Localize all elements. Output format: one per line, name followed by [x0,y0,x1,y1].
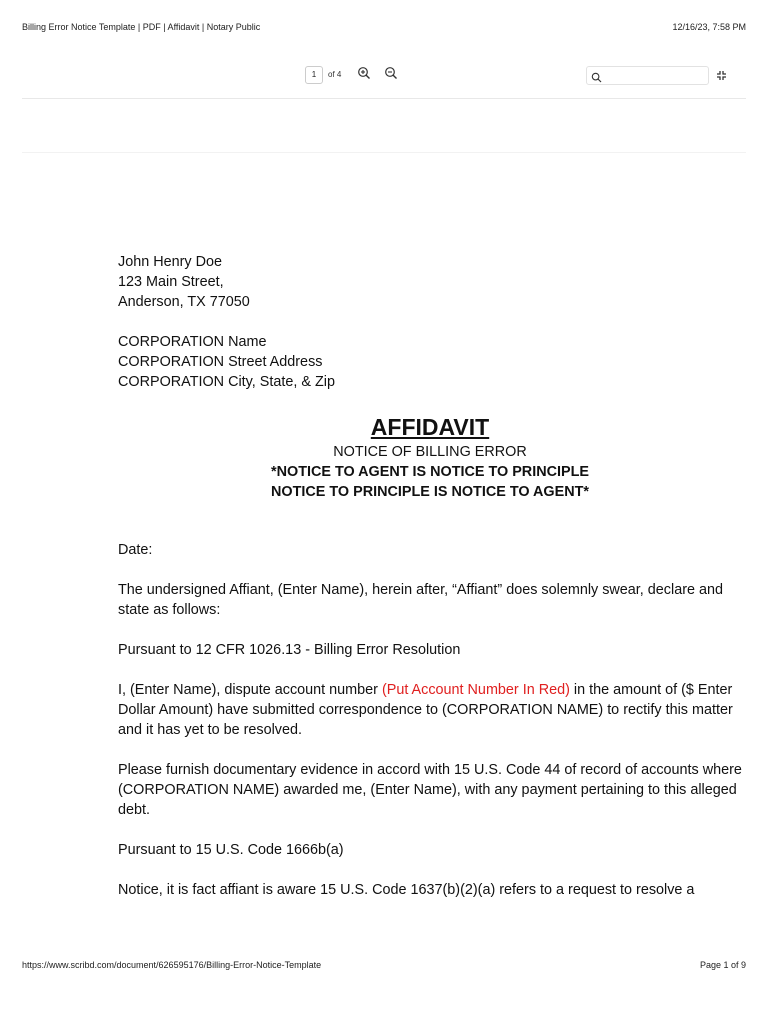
paragraph: Please furnish documentary evidence in accord with 15 U.S. Code 44 of record of accounts where (CORPORATION NAME) awarded me, (Enter Name), with any payment pertaining to this alleged debt. [118,762,742,818]
document-subtitle: NOTICE OF BILLING ERROR [333,444,527,460]
sender-line: 123 Main Street, [118,274,224,290]
paragraph [118,680,748,740]
sender-address [118,252,748,312]
date-label: Date: [118,542,153,558]
print-footer-url: https://www.scribd.com/document/626595176/Billing-Error-Notice-Template [22,960,322,970]
paragraph: Pursuant to 12 CFR 1026.13 - Billing Error Resolution [118,642,461,658]
document-page [118,252,748,920]
recipient-line: CORPORATION Name [118,334,267,350]
print-header-title: Billing Error Notice Template | PDF | Affidavit | Notary Public [22,22,261,32]
sender-line: Anderson, TX 77050 [118,294,250,310]
paragraph: Notice, it is fact affiant is aware 15 U.S. Code 1637(b)(2)(a) refers to a request to resolve a [118,882,695,898]
paragraph-text: I, (Enter Name), dispute account number [118,682,382,698]
paragraph-text: in the amount of ($ Enter Dollar Amount) have submitted correspondence to (CORPORATION NAME) to rectify this matter and it has yet to be resolved. [118,682,733,738]
paragraph: The undersigned Affiant, (Enter Name), herein after, “Affiant” does solemnly swear, declare and state as follows: [118,582,724,618]
print-footer [22,960,746,970]
document-title: AFFIDAVIT [370,414,490,440]
page-count-label: of 4 [328,70,342,79]
recipient-line: CORPORATION City, State, & Zip [118,374,335,390]
notice-heading [118,462,742,502]
print-footer-page: Page 1 of 9 [699,960,746,970]
recipient-address [118,332,748,392]
sender-line: John Henry Doe [118,254,222,270]
notice-line: NOTICE TO PRINCIPLE IS NOTICE TO AGENT* [271,484,589,500]
notice-line: *NOTICE TO AGENT IS NOTICE TO PRINCIPLE [271,464,589,480]
account-number-placeholder: (Put Account Number In Red) [381,682,570,698]
paragraph: Pursuant to 15 U.S. Code 1666b(a) [118,842,344,858]
print-header-datetime: 12/16/23, 7:58 PM [672,22,746,32]
recipient-line: CORPORATION Street Address [118,354,323,370]
